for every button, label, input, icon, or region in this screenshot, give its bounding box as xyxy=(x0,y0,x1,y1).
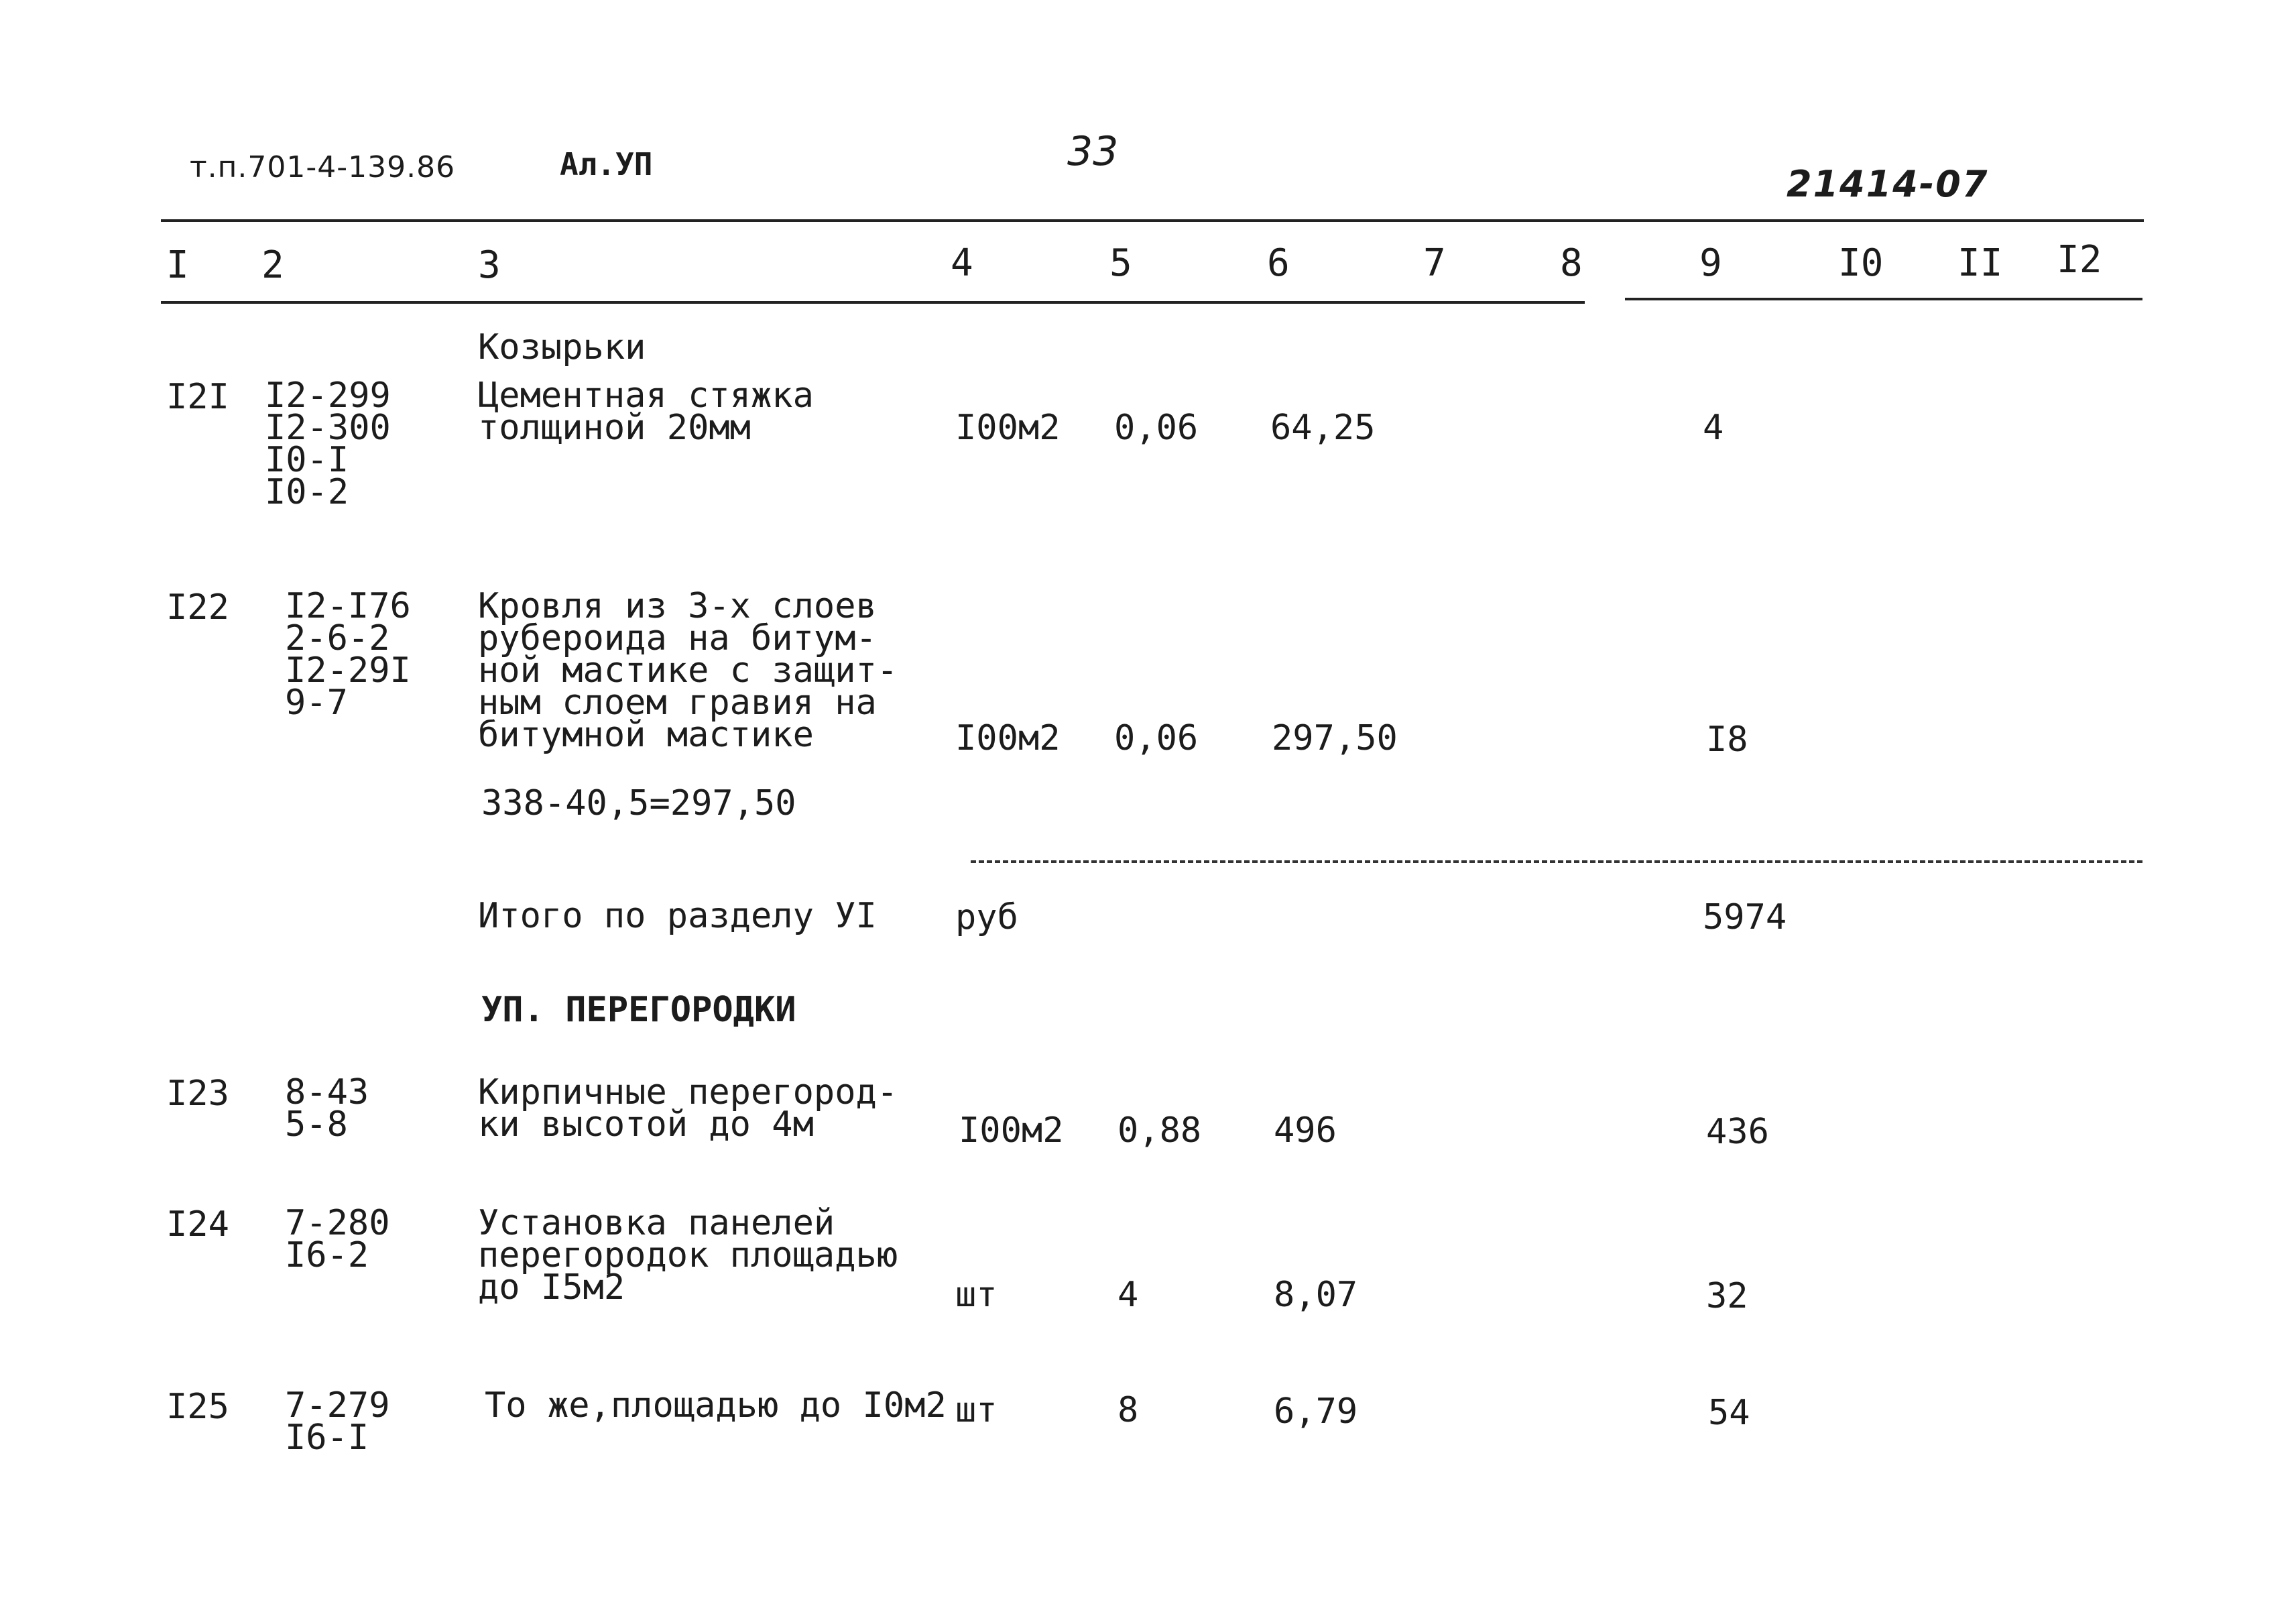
inventory-number: 21414-07 xyxy=(1787,163,1989,205)
row-code: I6-I xyxy=(285,1418,369,1458)
row-code: I0-2 xyxy=(265,472,349,512)
row-desc-line: Цементная стяжка xyxy=(478,376,814,416)
row-unit-price: 496 xyxy=(1274,1110,1337,1151)
col-header-3: 3 xyxy=(478,243,501,287)
row-desc-line: ки высотой до 4м xyxy=(478,1104,814,1145)
row-desc-line: до I5м2 xyxy=(478,1267,625,1308)
row-description xyxy=(478,1203,898,1308)
row-desc-line: То же,площадью до I0м2 xyxy=(485,1385,947,1426)
col-header-1: I xyxy=(166,243,189,287)
row-desc-line: ной мастике с защит- xyxy=(478,650,898,691)
row-codes xyxy=(285,1072,369,1145)
row-desc-line: толщиной 20мм xyxy=(478,408,751,448)
col-header-9: 9 xyxy=(1699,241,1722,285)
row-number: I22 xyxy=(166,587,229,628)
row-code: 2-6-2 xyxy=(285,618,390,658)
section-heading-kozyrki: Козырьки xyxy=(478,327,646,367)
row-desc-line: ным слоем гравия на xyxy=(478,683,877,723)
row-code: I2-300 xyxy=(265,408,391,448)
col-header-5: 5 xyxy=(1109,241,1132,285)
row-desc-line: Установка панелей xyxy=(478,1203,835,1243)
row-number: I24 xyxy=(166,1204,229,1245)
row-desc-line: битумной мастике xyxy=(478,715,814,755)
col-header-7: 7 xyxy=(1423,241,1446,285)
row-total: 436 xyxy=(1706,1112,1769,1152)
row-code: I2-299 xyxy=(265,376,391,416)
row-unit-price: 8,07 xyxy=(1274,1275,1358,1315)
row-quantity: 0,88 xyxy=(1117,1110,1202,1151)
row-description xyxy=(478,376,814,448)
page-number: 33 xyxy=(1067,128,1119,175)
row-unit: I00м2 xyxy=(959,1110,1064,1151)
row-unit-price: 64,25 xyxy=(1270,408,1376,448)
row-code: 5-8 xyxy=(285,1104,348,1145)
row-desc-line: рубероида на битум- xyxy=(478,618,877,658)
row-unit-price: 297,50 xyxy=(1272,718,1398,758)
row-unit: шт xyxy=(955,1390,998,1430)
row-number: I25 xyxy=(166,1387,229,1427)
row-desc-line: Кровля из 3-х слоев xyxy=(478,586,877,626)
row-total: I8 xyxy=(1706,720,1748,760)
row-code: I2-I76 xyxy=(285,586,411,626)
row-desc-line: Кирпичные перегород- xyxy=(478,1072,898,1112)
row-calculation: 338-40,5=297,50 xyxy=(481,783,796,823)
subtotal-separator xyxy=(971,860,2142,863)
col-header-4: 4 xyxy=(951,241,973,285)
row-codes xyxy=(285,1385,390,1458)
row-description xyxy=(478,586,898,755)
col-header-8: 8 xyxy=(1560,241,1583,285)
col-header-2: 2 xyxy=(261,243,284,287)
col-header-12: I2 xyxy=(2057,238,2102,282)
row-desc-line: перегородок площадью xyxy=(478,1235,898,1275)
row-code: 7-280 xyxy=(285,1203,390,1243)
row-unit: шт xyxy=(955,1275,998,1315)
row-codes xyxy=(285,1203,390,1275)
row-codes xyxy=(265,376,391,512)
row-number: I23 xyxy=(166,1074,229,1114)
row-code: I6-2 xyxy=(285,1235,369,1275)
album-number: Ал.УП xyxy=(560,146,653,182)
subtotal-unit: руб xyxy=(955,897,1018,937)
header-bottom-rule-left xyxy=(161,301,1585,304)
document-code: т.п.701-4-139.86 xyxy=(190,150,456,184)
row-codes xyxy=(285,586,411,723)
row-description xyxy=(485,1385,947,1426)
row-quantity: 0,06 xyxy=(1114,408,1199,448)
section-heading-peregorodki: УП. ПЕРЕГОРОДКИ xyxy=(481,990,796,1030)
row-code: 8-43 xyxy=(285,1072,369,1112)
row-code: I2-29I xyxy=(285,650,411,691)
subtotal-label: Итого по разделу УI xyxy=(478,896,877,936)
row-total: 32 xyxy=(1706,1276,1748,1316)
row-unit-price: 6,79 xyxy=(1274,1391,1358,1432)
subtotal-total: 5974 xyxy=(1703,897,1787,937)
row-number: I2I xyxy=(166,377,229,417)
row-quantity: 4 xyxy=(1117,1275,1139,1315)
row-description xyxy=(478,1072,898,1145)
row-unit: I00м2 xyxy=(955,408,1061,448)
col-header-10: I0 xyxy=(1838,241,1884,285)
col-header-11: II xyxy=(1957,241,2003,285)
row-total: 4 xyxy=(1703,408,1724,448)
row-code: I0-I xyxy=(265,440,349,480)
header-top-rule xyxy=(161,219,2144,222)
row-total: 54 xyxy=(1708,1393,1750,1433)
col-header-6: 6 xyxy=(1267,241,1290,285)
row-quantity: 8 xyxy=(1117,1390,1139,1430)
row-code: 9-7 xyxy=(285,683,348,723)
row-quantity: 0,06 xyxy=(1114,718,1199,758)
header-bottom-rule-right xyxy=(1625,298,2142,300)
row-code: 7-279 xyxy=(285,1385,390,1426)
row-unit: I00м2 xyxy=(955,718,1061,758)
